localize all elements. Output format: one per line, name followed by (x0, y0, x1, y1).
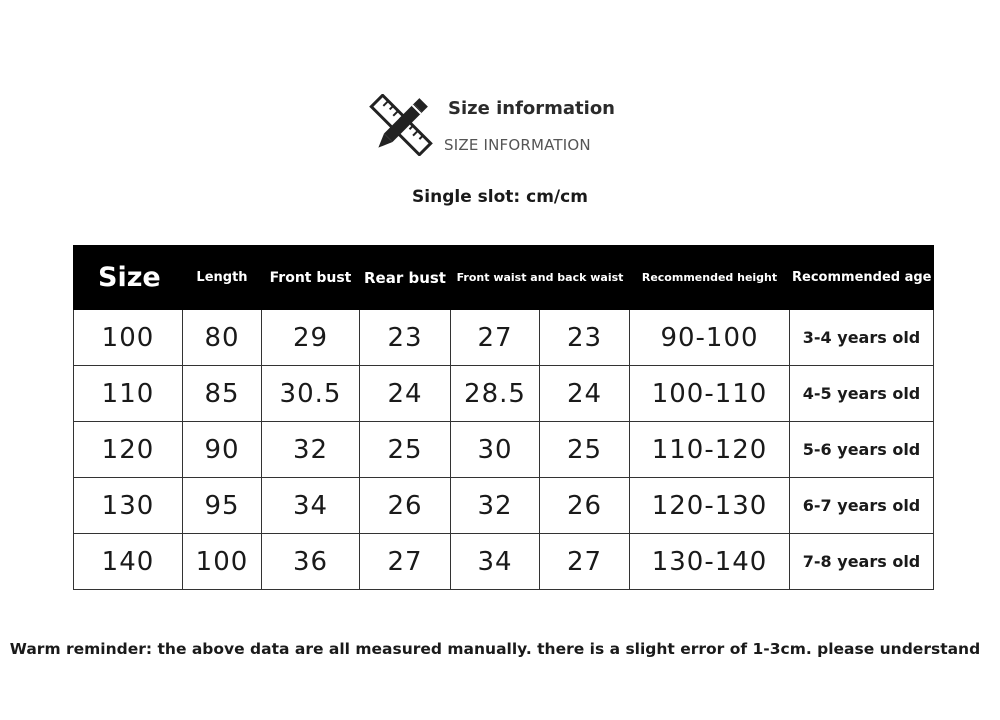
cell-back-waist: 26 (540, 478, 630, 534)
cell-height: 90-100 (630, 310, 790, 366)
table-row (74, 534, 934, 590)
cell-size: 110 (74, 366, 183, 422)
cell-height: 100-110 (630, 366, 790, 422)
cell-age: 4-5 years old (790, 366, 934, 422)
cell-length: 100 (183, 534, 262, 590)
cell-length: 90 (183, 422, 262, 478)
size-info-header (368, 92, 628, 162)
cell-front-bust: 32 (262, 422, 360, 478)
cell-length: 85 (183, 366, 262, 422)
column-header-age: Recommended age (790, 246, 934, 310)
table-header-row (74, 246, 934, 310)
cell-front-waist: 34 (451, 534, 540, 590)
cell-age: 5-6 years old (790, 422, 934, 478)
cell-size: 120 (74, 422, 183, 478)
cell-size: 140 (74, 534, 183, 590)
column-header-front-bust: Front bust (262, 246, 360, 310)
cell-front-bust: 36 (262, 534, 360, 590)
column-header-size: Size (74, 246, 183, 310)
cell-rear-bust: 25 (360, 422, 451, 478)
table-row (74, 310, 934, 366)
cell-height: 120-130 (630, 478, 790, 534)
warm-reminder: Warm reminder: the above data are all measured manually. there is a slight error of 1-3cm. please understand (9, 640, 981, 658)
cell-size: 100 (74, 310, 183, 366)
size-table (73, 245, 934, 590)
cell-front-waist: 32 (451, 478, 540, 534)
cell-front-bust: 29 (262, 310, 360, 366)
header-title: Size information (448, 98, 616, 119)
cell-front-waist: 28.5 (451, 366, 540, 422)
cell-front-waist: 27 (451, 310, 540, 366)
cell-back-waist: 25 (540, 422, 630, 478)
unit-note: Single slot: cm/cm (412, 187, 588, 207)
ruler-pencil-icon (368, 94, 434, 156)
cell-front-waist: 30 (451, 422, 540, 478)
column-header-rear-bust: Rear bust (360, 246, 451, 310)
cell-front-bust: 34 (262, 478, 360, 534)
table-row (74, 422, 934, 478)
cell-rear-bust: 26 (360, 478, 451, 534)
cell-length: 80 (183, 310, 262, 366)
cell-back-waist: 24 (540, 366, 630, 422)
column-header-length: Length (183, 246, 262, 310)
header-subtitle: SIZE INFORMATION (444, 136, 591, 154)
cell-back-waist: 27 (540, 534, 630, 590)
cell-back-waist: 23 (540, 310, 630, 366)
cell-height: 110-120 (630, 422, 790, 478)
cell-front-bust: 30.5 (262, 366, 360, 422)
table-row (74, 478, 934, 534)
cell-rear-bust: 27 (360, 534, 451, 590)
cell-rear-bust: 23 (360, 310, 451, 366)
cell-age: 3-4 years old (790, 310, 934, 366)
cell-height: 130-140 (630, 534, 790, 590)
cell-size: 130 (74, 478, 183, 534)
cell-age: 7-8 years old (790, 534, 934, 590)
table-row (74, 366, 934, 422)
column-header-height: Recommended height (630, 246, 790, 310)
cell-rear-bust: 24 (360, 366, 451, 422)
column-header-waist: Front waist and back waist (451, 246, 630, 310)
cell-age: 6-7 years old (790, 478, 934, 534)
cell-length: 95 (183, 478, 262, 534)
